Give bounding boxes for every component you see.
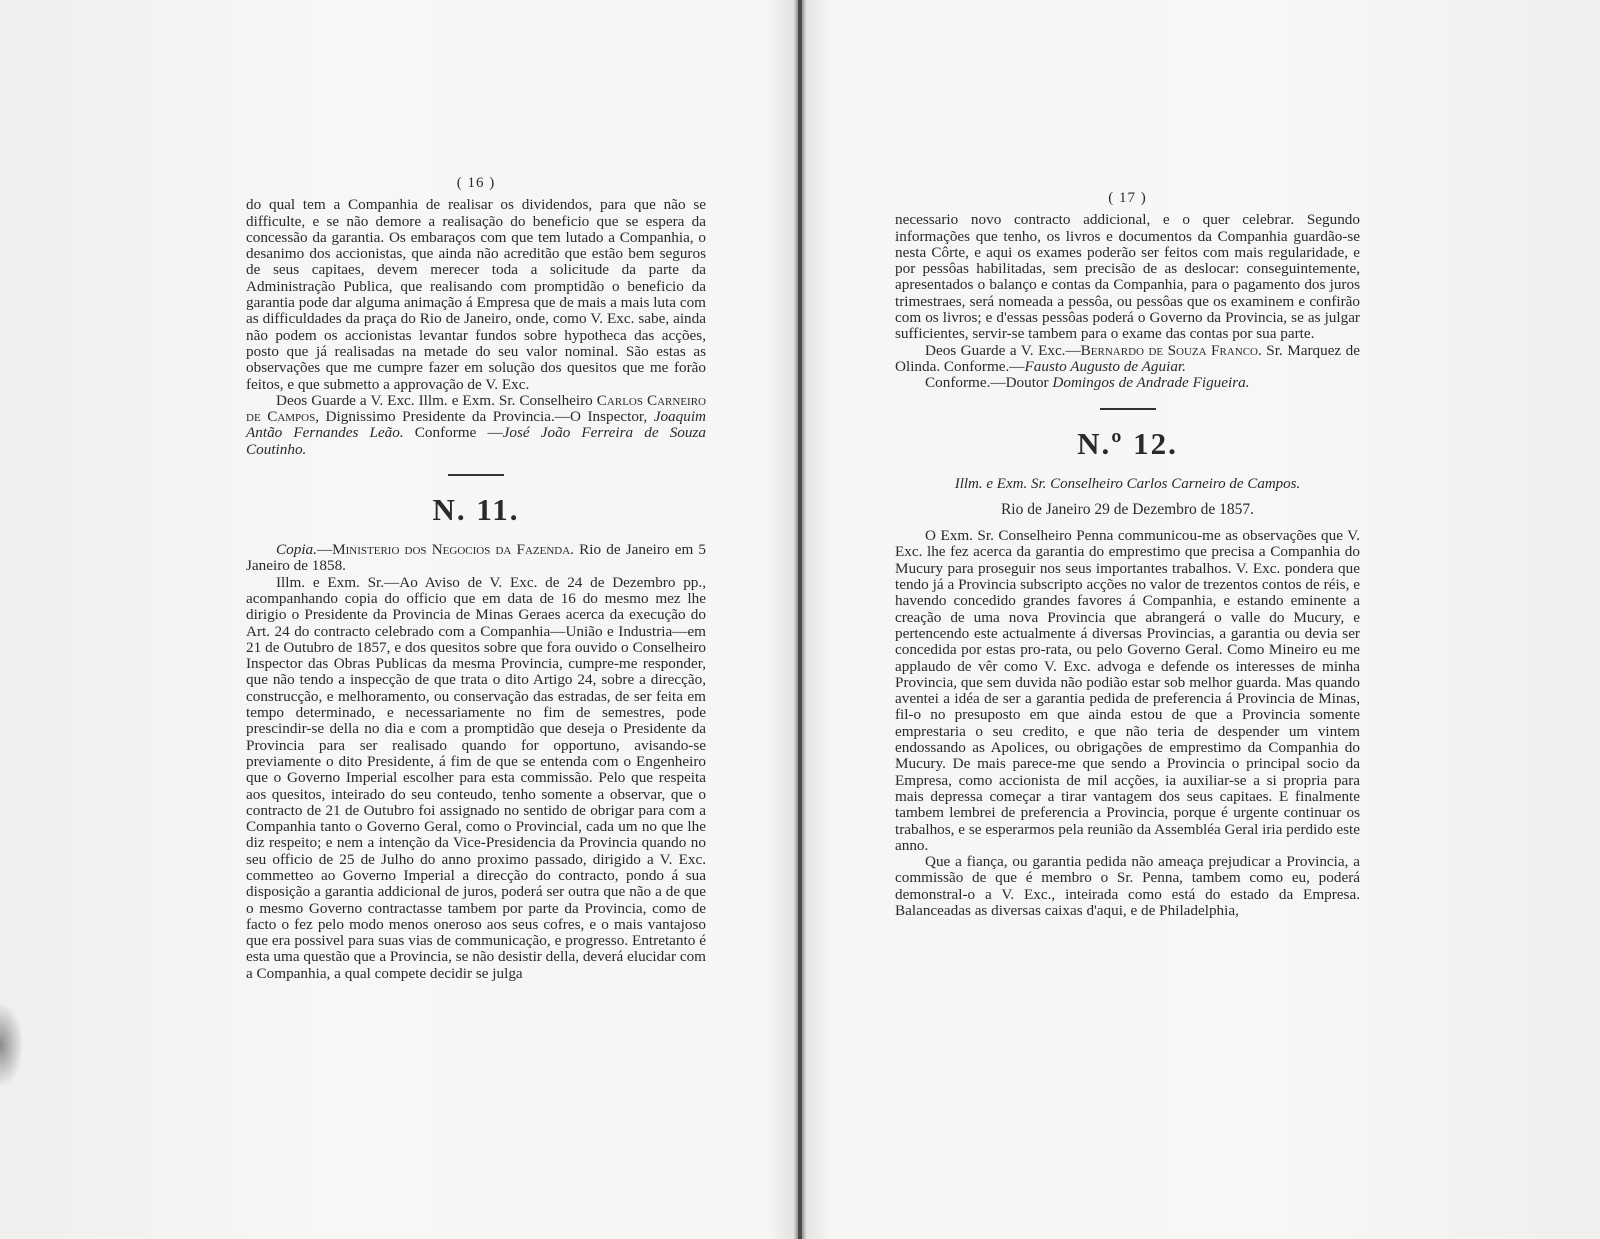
paragraph: Illm. e Exm. Sr.—Ao Aviso de V. Exc. de 24 de Dezembro pp., acompanhando copia do officio que em data de 16 do mesmo mez lhe dirigio o Presidente da Provincia de Minas Geraes acerca da execução do Art. 24 do contracto celebrado com a Companhia—União e Industria—em 21 de Outubro de 1857, e dos quesitos sobre que fora ouvido o Conselheiro Inspector das Obras Publicas da mesma Provincia, cumpre-me responder, que não tendo a inspecção de que trata o dito Artigo 24, sobre a direcção, construcção, e melhoramento, ou conservação das estradas, de ser feita em tempo determinado, e necessariamente no fim de semestres, pode prescindir-se della no dia e com a promptidão que deseja o Presidente da Provincia para ser realisado quando for opportuno, avisando-se previamente o dito Presidente, á fim de que se entenda com o Engenheiro que o Governo Imperial escolher para esta commissão. Pelo que respeita aos quesitos, inteirado do seu conteudo, tenho somente a observar, que o contracto de 21 de Outubro foi assignado no sentido de obrigar para com a Companhia tanto o Governo Geral, como o Provincial, cada um no que lhe diz respeito; e nem a intenção da Vice-Presidencia da Provincia quando no seu officio de 25 de Julho do anno proximo passado, dirigido a V. Exc. commetteo ao Governo Imperial a direcção do contracto, pondo á sua disposição a garantia addicional de juros, poderá ser outra que não a de que o mesmo Governo contractasse tambem por parte da Provincia, como de facto o fez pelo modo menos oneroso aos seus cofres, e o mais vantajoso que era possivel para suas vias de communicação, e progresso. Entretanto é esta uma questão que a Provincia, se não desistir della, deverá elucidar com a Companhia, a qual compete decidir se julga bbox=[246, 573, 706, 982]
page-number: ( 17 ) bbox=[1108, 190, 1147, 206]
section-heading: N. 11. bbox=[432, 492, 520, 528]
text-run: Conforme.—Doutor bbox=[925, 374, 1053, 392]
signer-name: Bernardo de Souza Franco. bbox=[1080, 341, 1262, 359]
ministry-name: —Ministerio dos Negocios da Fazenda. bbox=[316, 541, 574, 559]
letter-recipient: Illm. e Exm. Sr. Conselheiro Carlos Carneiro de Campos. bbox=[954, 475, 1301, 492]
text-run: Rio de Janeiro em 5 Janeiro de 1858. bbox=[246, 541, 706, 575]
page-edge-shadow bbox=[0, 1005, 22, 1085]
paragraph: O Exm. Sr. Conselheiro Penna communicou-me as observações que V. Exc. lhe fez acerca da garantia do emprestimo que precisa a Companhia do Mucury para proseguir nos seus importantes trabalhos. V. Exc. pondera que tendo já a Provincia subscripto acções no valor de trezentos contos de réis, e havendo concedido grandes favores á Companhia, e estando eminente a creação de uma nova Provincia que abrangerá o valle do Mucury, e pertencendo este actualmente á diversas Provincias, a garantia ou devia ser concedida por estas pro-rata, ou pelo Governo Geral. Como Mineiro eu me applaudo de vêr como V. Exc. advoga e defende os interesses de minha Provincia, que sem duvida não podião estar sob melhor guarda. Mas quando aventei a idéa de ser a garantia pedida de preferencia á Provincia de Minas, fil-o no presuposto em que ainda estou de que a Provincia somente emprestaria o seu credito, e que não teria de despender um vintem endossando as Apolices, ou obrigações de emprestimo da Companhia do Mucury. De mais parece-me que sendo a Provincia o principal socio da Empresa, como accionista de mil acções, ia auxiliar-se a si propria para mais depressa começar a tirar vantagem dos seus capitaes. E finalmente tambem lembrei de preferencia a Provincia, porque é urgente continuar os trabalhos, e se esperarmos pela reunião da Assembléa Geral iria perdido este anno. bbox=[895, 527, 1360, 854]
signer-name: José João Ferreira de Souza Coutinho. bbox=[246, 424, 706, 458]
recipient-name: Carlos Carneiro de Campos bbox=[246, 391, 706, 426]
right-page bbox=[895, 190, 1360, 919]
inspector-name: Joaquim Antão Fernandes Leão. bbox=[246, 408, 707, 442]
paragraph bbox=[895, 343, 1360, 376]
paragraph: necessario novo contracto addicional, e o quer celebrar. Segundo informações que tenho, os livros e documentos da Companhia guardão-se nesta Côrte, e aqui os exames poderão ser feitos com mais regularidade, e por pessôas habilitadas, sem precisão de as deslocar: conseguintemente, apresentados o balanço e contas da Companhia, para o pagamento dos juros trimestraes, será nomeada a pessôa, ou pessôas que os examinem e confirão com os livros; e d'essas pessôas poderá o Governo da Provincia, se as julgar sufficientes, servir-se tambem para o exame das contas por sua parte. bbox=[895, 211, 1360, 343]
paragraph bbox=[246, 542, 706, 575]
text-run: , Dignissimo Presidente da Provincia.—O Inspector, bbox=[315, 408, 654, 426]
paragraph: do qual tem a Companhia de realisar os dividendos, para que não se difficulte, e se não demore a realisação do beneficio que se espera da concessão da garantia. Os embaraços com que tem lutado a Companhia, o desanimo dos accionistas, que ainda não acreditão que estão bem seguros de seus capitaes, devem merecer toda a solicitude da parte da Administração Publica, que realisando com promptidão o beneficio da garantia pode dar alguma animação á Empresa que de mais a mais luta com as difficuldades da praça do Rio de Janeiro, onde, como V. Exc. sabe, ainda não podem os accionistas levantar fundos sobre hypotheca das acções, posto que já realisadas na metade do seu valor nominal. São estas as observações que me cumpre fazer em solução dos quesitos que me forão feitos, e que submetto a approvação de V. Exc. bbox=[246, 196, 706, 393]
signer-name: Domingos de Andrade Figueira. bbox=[1052, 374, 1250, 392]
text-run: Deos Guarde a V. Exc. Illm. e Exm. Sr. Conselheiro bbox=[276, 391, 597, 409]
paragraph: Que a fiança, ou garantia pedida não ameaça prejudicar a Provincia, a commissão de que é membro o Sr. Penna, tambem como eu, poderá demonstral-o a V. Exc., inteirada como está do estado da Empresa. Balanceadas as diversas caixas d'aqui, e de Philadelphia, bbox=[895, 853, 1360, 919]
copy-label: Copia. bbox=[276, 541, 317, 559]
text-run: Sr. Marquez de Olinda. Conforme.— bbox=[895, 341, 1360, 375]
signer-name: Fausto Augusto de Aguiar. bbox=[1024, 357, 1186, 375]
paragraph bbox=[246, 393, 706, 458]
section-divider bbox=[1100, 408, 1156, 410]
section-heading: N.º 12. bbox=[1077, 425, 1178, 461]
section-divider bbox=[448, 474, 504, 476]
paragraph bbox=[895, 375, 1360, 391]
page-number: ( 16 ) bbox=[456, 175, 496, 191]
text-run: Deos Guarde a V. Exc.— bbox=[925, 341, 1081, 359]
text-run: Conforme — bbox=[403, 424, 503, 442]
left-page bbox=[246, 175, 706, 982]
letter-dateline: Rio de Janeiro 29 de Dezembro de 1857. bbox=[1000, 500, 1255, 518]
book-gutter bbox=[798, 0, 802, 1239]
